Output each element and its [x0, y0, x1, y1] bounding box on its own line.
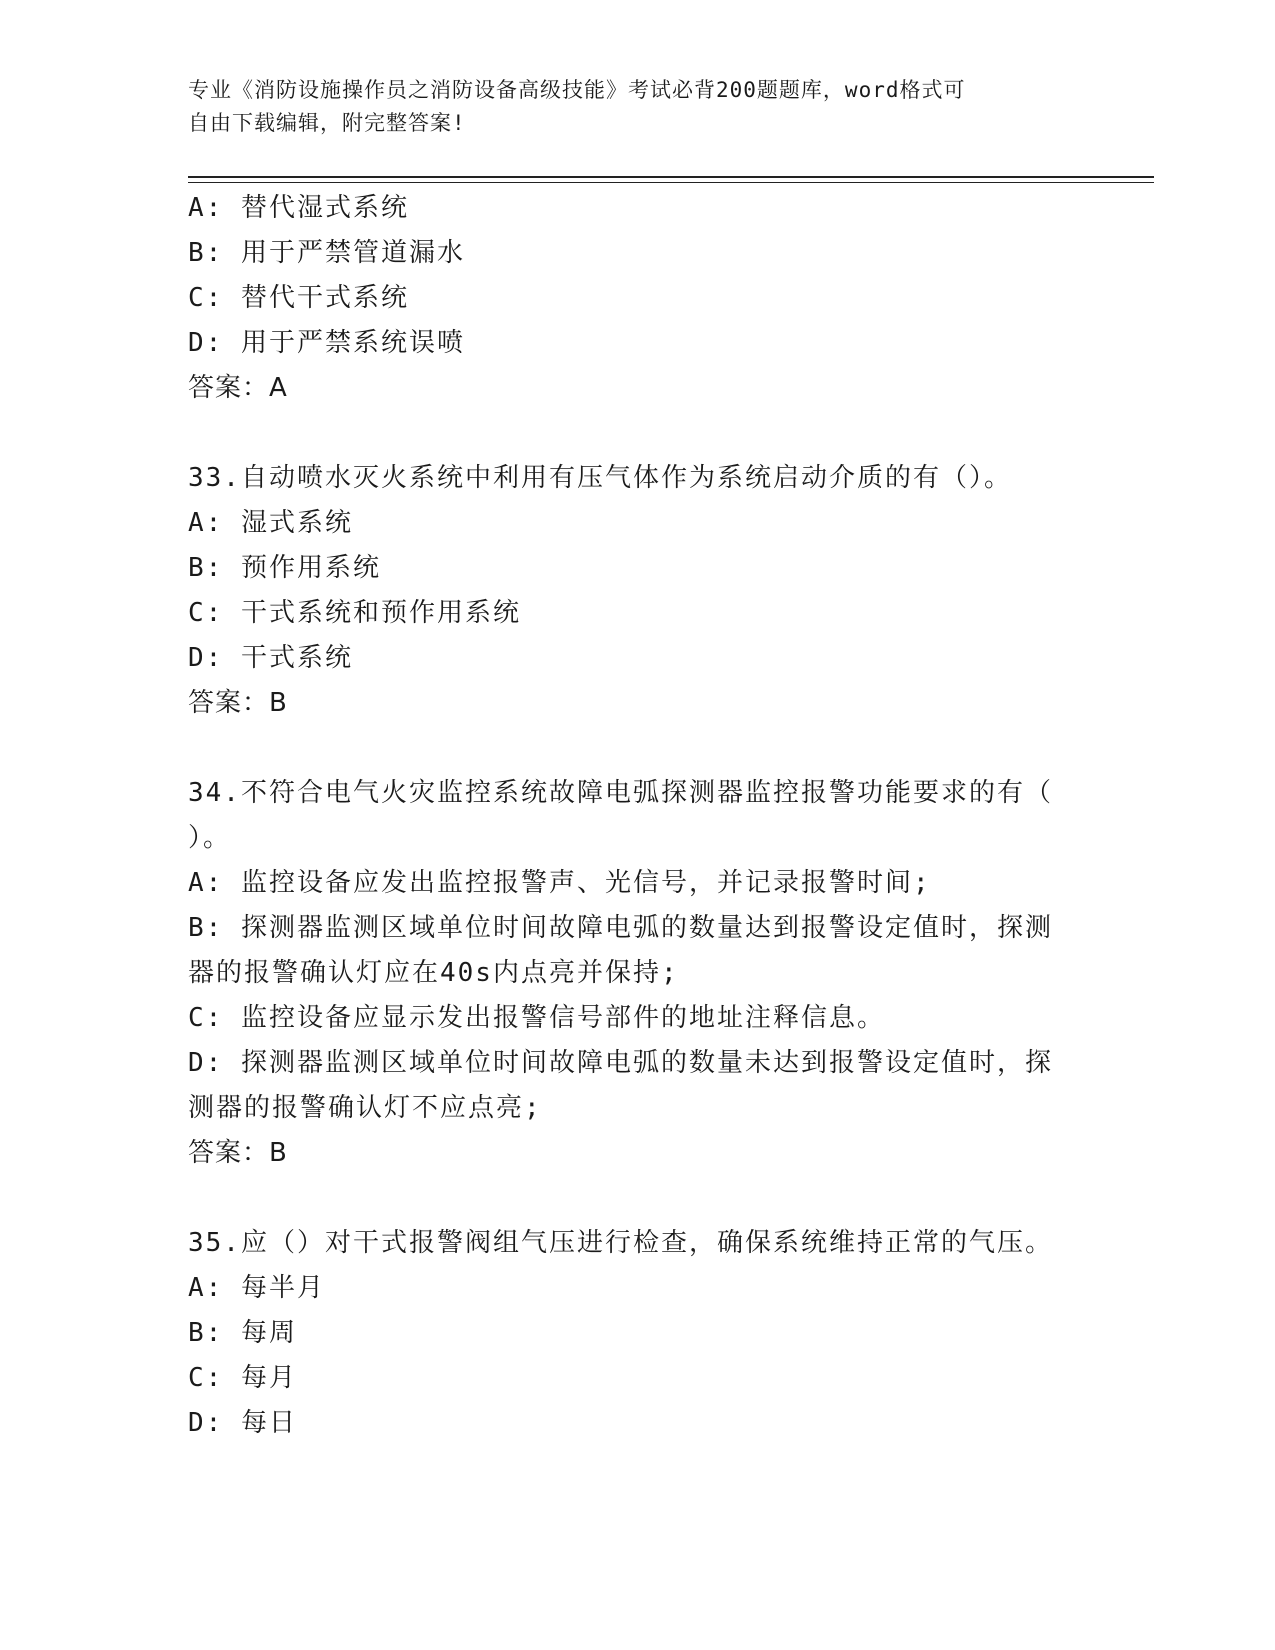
q34-option-b-line-1: B: 探测器监测区域单位时间故障电弧的数量达到报警设定值时，探测: [188, 913, 1053, 943]
header-divider-thick: [188, 176, 1154, 178]
q35-option-b: B: 每周: [188, 1318, 297, 1348]
q32-answer: 答案：A: [188, 373, 288, 403]
q34-option-c: C: 监控设备应显示发出报警信号部件的地址注释信息。: [188, 1003, 885, 1033]
q34-answer: 答案：B: [188, 1138, 288, 1168]
q33-answer: 答案：B: [188, 688, 288, 718]
q34-option-a: A: 监控设备应发出监控报警声、光信号，并记录报警时间;: [188, 868, 931, 898]
q35-option-a: A: 每半月: [188, 1273, 325, 1303]
q32-option-b: B: 用于严禁管道漏水: [188, 238, 465, 268]
q33-option-c: C: 干式系统和预作用系统: [188, 598, 521, 628]
q32-option-a: A: 替代湿式系统: [188, 193, 409, 223]
q34-question-line-1: 34.不符合电气火灾监控系统故障电弧探测器监控报警功能要求的有（: [188, 778, 1053, 808]
q35-option-d: D: 每日: [188, 1408, 297, 1438]
q33-question: 33.自动喷水灭火系统中利用有压气体作为系统启动介质的有（）。: [188, 463, 1012, 493]
document-header: [188, 74, 1088, 140]
q34-question-line-2: ）。: [188, 823, 232, 853]
q33-option-d: D: 干式系统: [188, 643, 353, 673]
header-divider-thin: [188, 182, 1154, 183]
q35-option-c: C: 每月: [188, 1363, 297, 1393]
q32-option-d: D: 用于严禁系统误喷: [188, 328, 465, 358]
q34-option-d-line-2: 测器的报警确认灯不应点亮;: [188, 1093, 542, 1123]
header-line-2: 自由下载编辑，附完整答案!: [188, 111, 466, 135]
q33-option-a: A: 湿式系统: [188, 508, 353, 538]
q34-option-b-line-2: 器的报警确认灯应在40s内点亮并保持;: [188, 958, 679, 988]
q32-option-c: C: 替代干式系统: [188, 283, 409, 313]
q35-question: 35.应（）对干式报警阀组气压进行检查，确保系统维持正常的气压。: [188, 1228, 1053, 1258]
q34-option-d-line-1: D: 探测器监测区域单位时间故障电弧的数量未达到报警设定值时，探: [188, 1048, 1053, 1078]
q33-option-b: B: 预作用系统: [188, 553, 381, 583]
header-line-1: 专业《消防设施操作员之消防设备高级技能》考试必背200题题库，word格式可: [188, 78, 966, 102]
